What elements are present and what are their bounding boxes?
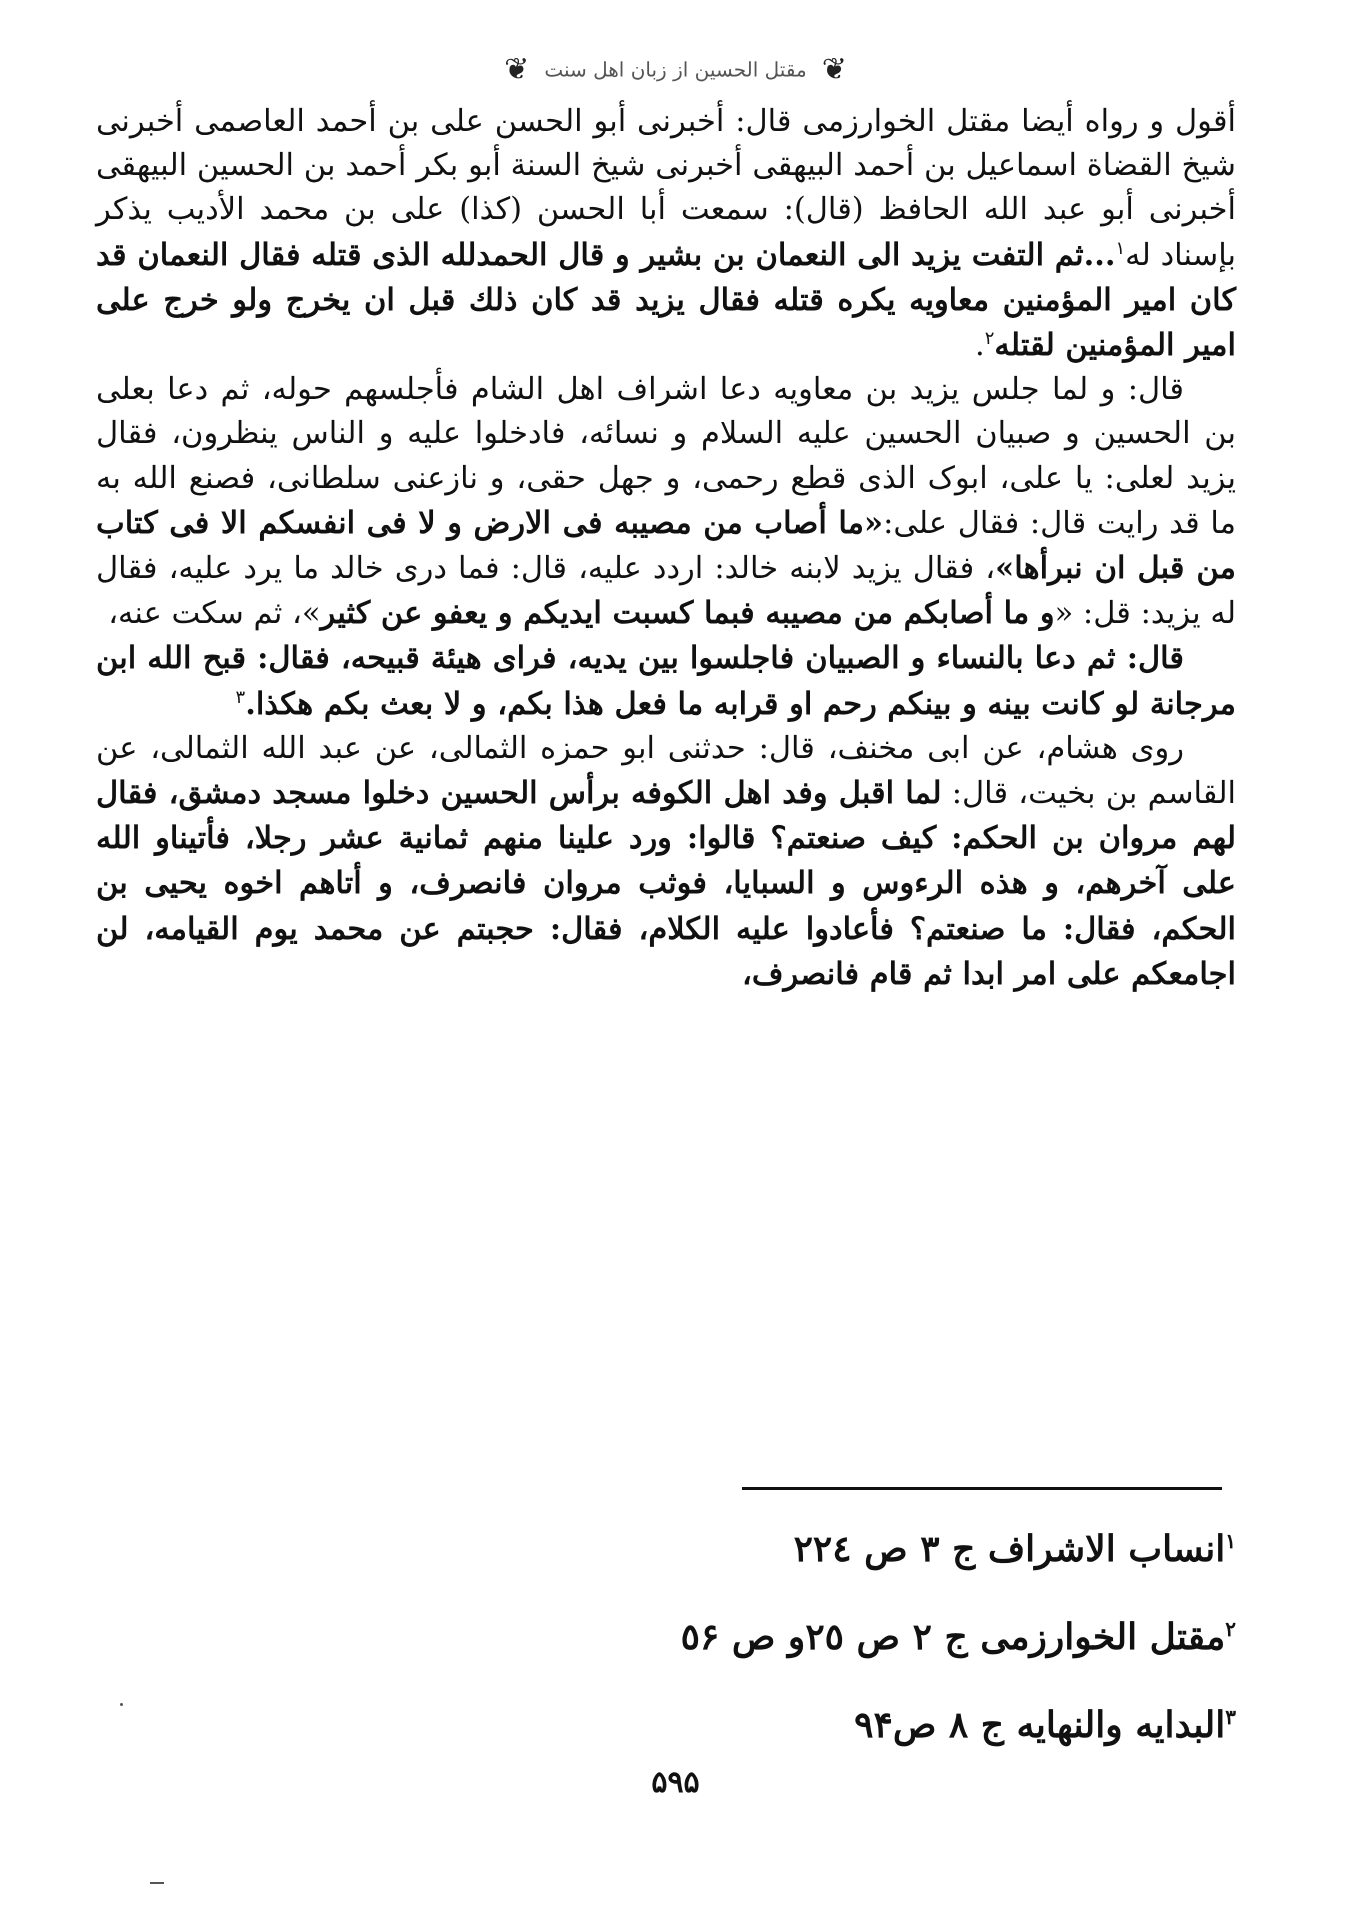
quran-quote-2: و ما أصابکم من مصيبه فبما کسبت ايديکم و يعفو عن کثير [320, 595, 1055, 632]
running-header [0, 52, 1351, 87]
footnote-ref-1: ١ [1115, 237, 1126, 259]
footnote-text: مقتل الخوارزمى ج ٢ ص ٢٥و ص ٥۶ [680, 1616, 1226, 1658]
paragraph-text: قال: و لما جلس يزيد بن معاويه دعا اشراف اهل الشام فأجلسهم حوله، ثم دعا بعلى بن الحسين و صبيان الحسين عليه السلام و نسائه، فادخلوا عليه و الناس ينظرون، فقال يزيد لعلى: يا على، ابوک الذى قطع رحمى، و جهل حقى، و نازعنى سلطانى، فصنع الله به ما قد رايت قال: فقال على: [96, 372, 1237, 541]
main-text [96, 100, 1236, 997]
footnote-2 [96, 1593, 1236, 1681]
footnote-number: ٣ [1225, 1705, 1236, 1729]
footnote-number: ٢ [1225, 1617, 1236, 1641]
footnote-ref-3: ٣ [235, 686, 246, 708]
paragraph-4 [96, 727, 1236, 997]
footnote-3 [96, 1681, 1236, 1769]
footnote-1 [96, 1505, 1236, 1593]
footnotes [96, 1505, 1236, 1769]
paragraph-3 [96, 636, 1236, 726]
paragraph-end: . [975, 328, 985, 364]
scan-speck [120, 1703, 123, 1706]
scan-mark [150, 1882, 164, 1884]
footnote-divider [742, 1487, 1222, 1490]
footnote-ref-2: ٢ [984, 327, 995, 349]
ornament-right-icon: ❦ [821, 52, 847, 87]
footnote-text: انساب الاشراف ج ٣ ص ٢٢٤ [793, 1528, 1226, 1570]
paragraph-1 [96, 100, 1236, 368]
quran-quote-1: «ما أصاب من مصيبه فى الارض و لا فى انفسکم الا فى کتاب من قبل ان نبرأها» [96, 504, 1236, 587]
paragraph-text: ، فقال يزيد لابنه خالد: اردد عليه، قال: فما درى خالد ما يرد عليه، فقال له يزيد: قل: « [96, 551, 1236, 632]
paragraph-2 [96, 368, 1236, 636]
paragraph-text: روى هشام، عن ابى مخنف، قال: حدثنى ابو حمزه الثمالى، عن عبد الله الثمالى، عن القاسم بن بخيت، قال: [96, 730, 1236, 812]
paragraph-text: أقول و رواه أيضا مقتل الخوارزمى قال: أخبرنى أبو الحسن على بن أحمد العاصمى أخبرنى شيخ القضاة اسماعيل بن أحمد البيهقى أخبرنى شيخ السنة أبو بكر أحمد بن الحسين البيهقى أخبرنى أبو عبد الله الحافظ (قال): سمعت أبا الحسن (كذا) على بن محمد الأديب يذكر بإسناد له [96, 104, 1236, 273]
paragraph-bold-text: قال: ثم دعا بالنساء و الصبيان فاجلسوا بين يديه، فراى هيئة قبيحه، فقال: قبح الله ابن مرجانة لو كانت بينه و بينكم رحم او قرابه ما فعل هذا بكم، و لا بعث بكم هكذا. [96, 640, 1236, 722]
page-number: ۵٩۵ [651, 1765, 700, 1800]
paragraph-bold-text: ...ثم التفت يزيد الى النعمان بن بشير و قال الحمدلله الذى قتله فقال النعمان قد كان امير المؤمنين معاويه يكره قتله فقال يزيد قد كان ذلك قبل ان يخرج ولو خرج على امير المؤمنين لقتله [96, 236, 1236, 364]
paragraph-end: »، ثم سکت عنه، [108, 596, 321, 632]
ornament-left-icon: ❦ [504, 52, 530, 87]
paragraph-bold-text: لما اقبل وفد اهل الكوفه برأس الحسين دخلوا مسجد دمشق، فقال لهم مروان بن الحكم: كيف صنعتم؟ قالوا: ورد علينا منهم ثمانية عشر رجلا، فأتيناو الله على آخرهم، و هذه الرءوس و السبايا، فوثب مروان فانصرف، و أتاهم اخوه يحيى بن الحكم، فقال: ما صنعتم؟ فأعادوا عليه الكلام، فقال: حجبتم عن محمد يوم القيامه، لن اجامعكم على امر ابدا ثم قام فانصرف، [96, 775, 1236, 992]
footnote-number: ١ [1225, 1529, 1236, 1553]
footnote-text: البدايه والنهايه ج ٨ ص٩۴ [854, 1704, 1226, 1746]
header-title: مقتل الحسين از زبان اهل سنت [544, 57, 807, 82]
